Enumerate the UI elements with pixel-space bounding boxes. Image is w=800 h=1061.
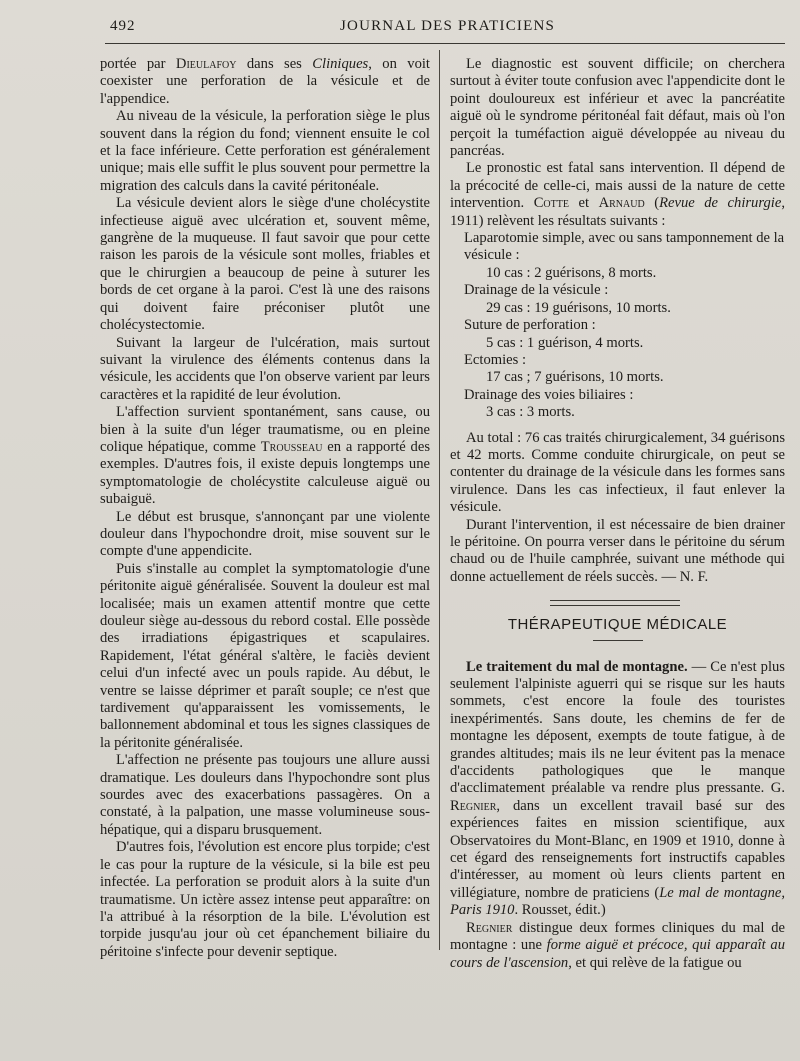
page-number: 492 [110, 18, 136, 34]
result-label: Suture de perforation : [464, 317, 596, 334]
author-name: Cotte [533, 195, 569, 212]
section-rule [593, 640, 643, 641]
author-name: Regnier [450, 797, 497, 814]
author-name: Regnier [466, 919, 513, 936]
paragraph: Durant l'intervention, il est nécessaire de bien drainer le péritoine. On pourra verser dans le péritoine du sérum chaud ou de l'huile camphrée, suivant une méthode qui donne actuellement de réels succès. — N. F. [450, 516, 785, 585]
result-label: Ectomies : [464, 351, 527, 368]
result-value: 10 cas : 2 guérisons, 8 morts. [486, 264, 657, 281]
result-label: Drainage de la vésicule : [464, 282, 609, 299]
paragraph: Le pronostic est fatal sans intervention. Il dépend de la précocité de celle-ci, mais aussi de la nature de cette intervention. Cotte et Arnaud (Revue de chirurgie, 1911) relèvent les résultats suivants : [450, 160, 785, 229]
section-ornament-rule [550, 600, 680, 606]
author-name: Arnaud [598, 195, 645, 212]
paragraph: Au niveau de la vésicule, la perforation siège le plus souvent dans la région du fond; viennent ensuite le col et la face inférieure. Cette perforation est généralement unique; mais elle suffit le plus souvent pour permettre la migration des calculs dans la cavité péritonéale. [100, 108, 430, 194]
result-label: Laparotomie simple, avec ou sans tamponnement de la vésicule : [464, 230, 785, 264]
results-list [450, 230, 785, 421]
emphasis: forme aiguë et précoce, qui apparaît au cours de l'ascension [450, 937, 785, 971]
column-divider [439, 50, 440, 950]
right-column [450, 56, 785, 972]
section-title: THÉRAPEUTIQUE MÉDICALE [507, 616, 728, 634]
article-heading: Le traitement du mal de montagne. [466, 658, 688, 675]
left-column [100, 56, 430, 961]
header-rule [105, 43, 785, 44]
paragraph: La vésicule devient alors le siège d'une cholécystite infectieuse aiguë avec ulcération et, souvent même, gangrène de la muqueuse. Il faut savoir que pour cette raison les parois de la vésicule sont molles, friables et que le chirurgien a beaucoup de peine à suturer les bords de cet organe à la paroi. C'est là une des raisons qui doivent faire préconiser plutôt une cholécystectomie. [100, 195, 430, 334]
paragraph: portée par Dieulafoy dans ses Cliniques, on voit coexister une perforation de la vésicule et de l'appendice. [100, 56, 430, 107]
result-value: 17 cas ; 7 guérisons, 10 morts. [486, 369, 664, 386]
result-value: 29 cas : 19 guérisons, 10 morts. [486, 299, 671, 316]
paragraph: Puis s'installe au complet la symptomatologie d'une péritonite aiguë généralisée. Souvent la douleur est mal localisée; mais un examen attentif montre que cette douleur siège au-dessous du rebord costal. Elle possède des irradiations épigastriques et scapulaires. Rapidement, l'état général s'altère, le faciès devient celui d'un infecté avec un pouls rapide. Au début, le ventre se laisse déprimer et paraît souple; ce n'est que tardivement qu'apparaissent les vomissements, le ballonnement abdominal et tous les signes classiques de la péritonite généralisée. [100, 560, 430, 751]
result-label: Drainage des voies biliaires : [464, 386, 634, 403]
paragraph: L'affection ne présente pas toujours une allure aussi dramatique. Les douleurs dans l'hypochondre sont plus sourdes avec des exacerbations passagères. On a constaté, à la palpation, une masse volumineuse sous-hépatique, qui a disparu brusquement. [100, 752, 430, 838]
journal-reference: Revue de chirurgie [659, 195, 782, 212]
paragraph: Au total : 76 cas traités chirurgicalement, 34 guérisons et 42 morts. Comme conduite chirurgicale, on peut se contenter du drainage de la vésicule dans les formes sans virulence. Dans les cas infectieux, il faut enlever la vésicule. [450, 429, 785, 516]
paragraph: Suivant la largeur de l'ulcération, mais surtout suivant la virulence des éléments contenus dans la vésicule, les accidents que l'on observe varient par leurs caractères et la rapidité de leur évolution. [100, 334, 430, 403]
result-value: 5 cas : 1 guérison, 4 morts. [486, 334, 644, 351]
result-value: 3 cas : 3 morts. [486, 404, 575, 421]
paragraph: L'affection survient spontanément, sans cause, ou bien à la suite d'un léger traumatisme, ou en pleine colique hépatique, comme Trousseau en a rapporté des exemples. D'autres fois, il existe depuis longtemps une symptomatologie de cholécystite calculeuse aiguë ou subaiguë. [100, 404, 431, 508]
paragraph: D'autres fois, l'évolution est encore plus torpide; c'est le cas pour la rupture de la vésicule, si la bile est peu infectée. La perforation se produit alors à la suite d'un traumatisme. Un ictère assez intense peut apparaître: on l'a attribué à la résorption de la bile. L'évolution est torpide jusqu'au jour où cet épanchement biliaire du péritoine s'infecte pour devenir septique. [100, 839, 430, 960]
paragraph: Le diagnostic est souvent difficile; on cherchera surtout à éviter toute confusion avec l'appendicite dont le point douloureux est inférieur et avec la pancréatite aiguë où le syndrome péritonéal fait défaut, mais où l'on perçoit la tuméfaction aiguë développée au niveau du pancréas. [450, 56, 785, 160]
paragraph: Regnier distingue deux formes cliniques du mal de montagne : une forme aiguë et précoce, qui apparaît au cours de l'ascension, et qui relève de la fatigue ou [450, 919, 785, 971]
work-title: Cliniques [312, 56, 369, 72]
journal-title: JOURNAL DES PRATICIENS [340, 18, 556, 34]
author-name: Dieulafoy [175, 56, 237, 72]
paragraph: Le traitement du mal de montagne. — Ce n'est plus seulement l'alpiniste aguerri qui se risque sur les hauts sommets, c'est encore la foule des touristes inexpérimentés. Sans doute, les chemins de fer de montagne les déposent, exempts de toute fatigue, à de grandes altitudes; mais ils ne leur évitent pas la menace d'accidents pathologiques que le manque d'acclimatement préalable va rendre plus pressante. G. Regnier, dans un excellent travail basé sur des expériences faites en mission scientifique, aux Observatoires du Mont-Blanc, en 1909 et 1910, donne à cet égard des renseignements fort instructifs capables d'intéresser, au moment où leurs clients partent en villégiature, nombre de praticiens (Le mal de montagne, Paris 1910. Rousset, édit.) [450, 658, 785, 919]
author-name: Trousseau [260, 438, 323, 455]
book-reference: Le mal de montagne, Paris 1910 [450, 884, 785, 919]
running-head [100, 18, 800, 42]
paragraph: Le début est brusque, s'annonçant par une violente douleur dans l'hypochondre droit, mise souvent sur le compte d'une appendicite. [100, 508, 430, 560]
